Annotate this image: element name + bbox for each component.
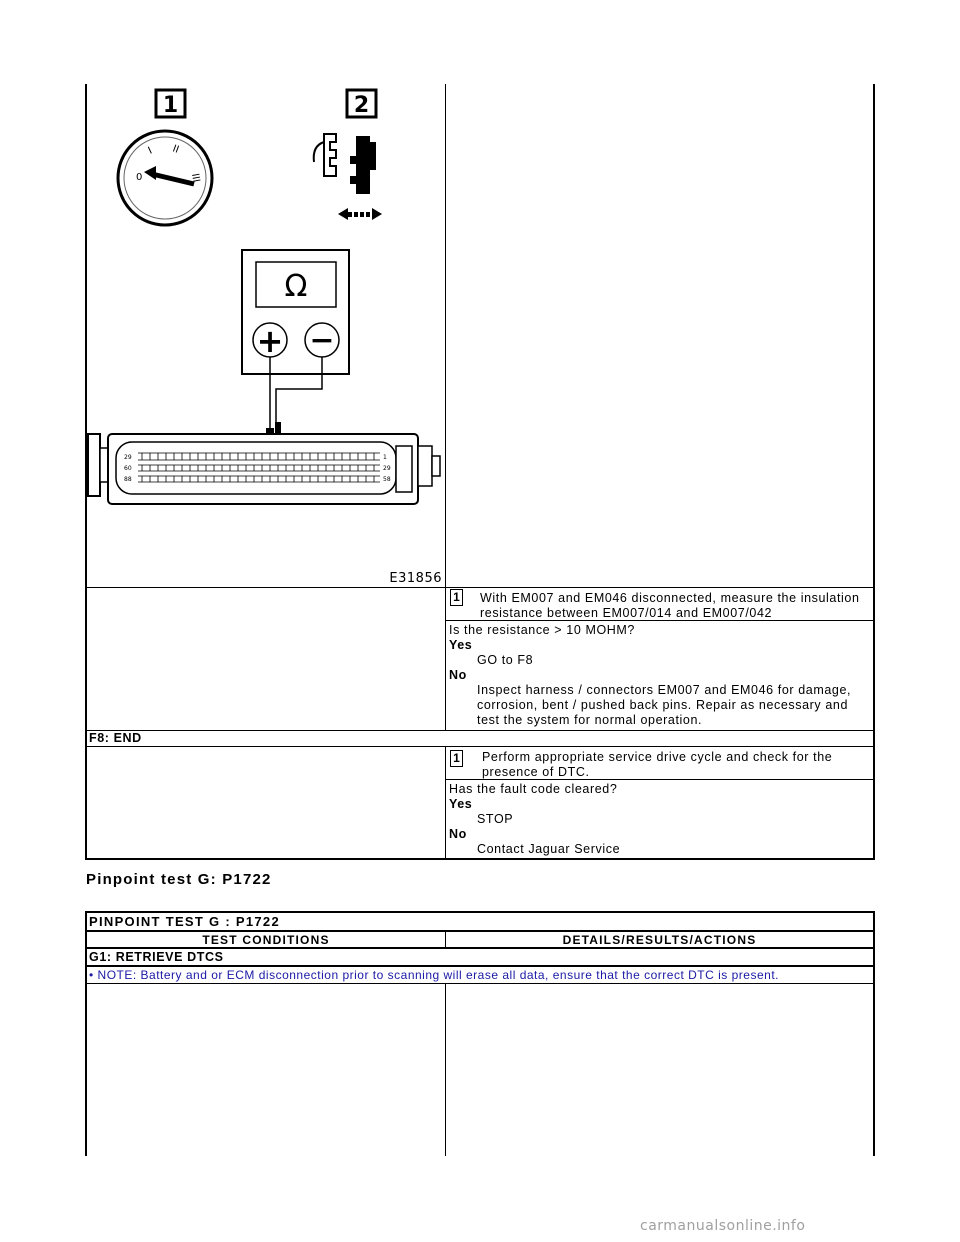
ignition-mark-3: III: [189, 172, 202, 184]
ignition-mark-0: 0: [136, 172, 143, 183]
pin-label-88-left: 88: [124, 476, 132, 483]
fault-no-action: Contact Jaguar Service: [477, 842, 621, 856]
connector-disconnect-icon: [314, 134, 382, 220]
pin-label-29-left: 29: [124, 454, 132, 461]
col-header-test-conditions: TEST CONDITIONS: [202, 933, 330, 947]
f8-step-line-1: Perform appropriate service drive cycle and check for the: [482, 750, 833, 764]
step-instruction: [480, 591, 860, 621]
g1-header: G1: RETRIEVE DTCS: [89, 950, 224, 964]
pin-label-60-left: 60: [124, 465, 132, 472]
ignition-mark-2: II: [170, 143, 181, 156]
fault-no-label: No: [449, 827, 467, 841]
question-text: Is the resistance > 10 MOHM?: [449, 623, 635, 637]
step-instruction-line-2: resistance between EM007/014 and EM007/042: [480, 606, 773, 620]
pin-label-58-right: 58: [383, 476, 391, 483]
pin-label-29-right: 29: [383, 465, 391, 472]
fault-question: Has the fault code cleared?: [449, 782, 618, 796]
ohm-symbol: Ω: [284, 269, 308, 304]
col-header-details-results-actions: DETAILS/RESULTS/ACTIONS: [562, 933, 757, 947]
f8-header: F8: END: [89, 731, 142, 745]
table2-title: PINPOINT TEST G : P1722: [89, 914, 280, 929]
callout-label-2: 2: [353, 93, 370, 118]
plus-terminal: +: [256, 322, 284, 360]
section-title: Pinpoint test G: P1722: [86, 871, 272, 888]
no-label: No: [449, 668, 467, 682]
note-text: • NOTE: Battery and or ECM disconnection prior to scanning will erase all data, ensure that the correct DTC is present.: [89, 968, 779, 982]
fault-cleared-block: [449, 782, 620, 857]
callout-label-1: 1: [162, 93, 179, 118]
step-number: 1: [450, 589, 463, 606]
f8-step-instruction: [482, 750, 832, 780]
ecm-connector-icon: [88, 434, 440, 504]
measurement-illustration: [86, 84, 445, 587]
figure-code: E31856: [389, 571, 442, 586]
f8-step-number: 1: [450, 750, 463, 767]
yes-label: Yes: [449, 638, 473, 652]
fault-yes-action: STOP: [477, 812, 514, 826]
watermark: carmanualsonline.info: [640, 1218, 806, 1234]
step-instruction-line-1: With EM007 and EM046 disconnected, measure the insulation: [480, 591, 860, 605]
ignition-mark-1: I: [146, 145, 154, 157]
resistance-question-block: [449, 623, 851, 728]
ignition-switch-icon: [118, 131, 212, 225]
pin-label-1-right: 1: [383, 454, 387, 461]
minus-terminal: −: [309, 323, 335, 358]
no-action-line-3: test the system for normal operation.: [477, 713, 703, 727]
f8-step-line-2: presence of DTC.: [482, 765, 590, 779]
yes-action: GO to F8: [477, 653, 534, 667]
no-action-line-1: Inspect harness / connectors EM007 and EM046 for damage,: [477, 683, 852, 697]
no-action-line-2: corrosion, bent / pushed back pins. Repair as necessary and: [477, 698, 849, 712]
fault-yes-label: Yes: [449, 797, 473, 811]
